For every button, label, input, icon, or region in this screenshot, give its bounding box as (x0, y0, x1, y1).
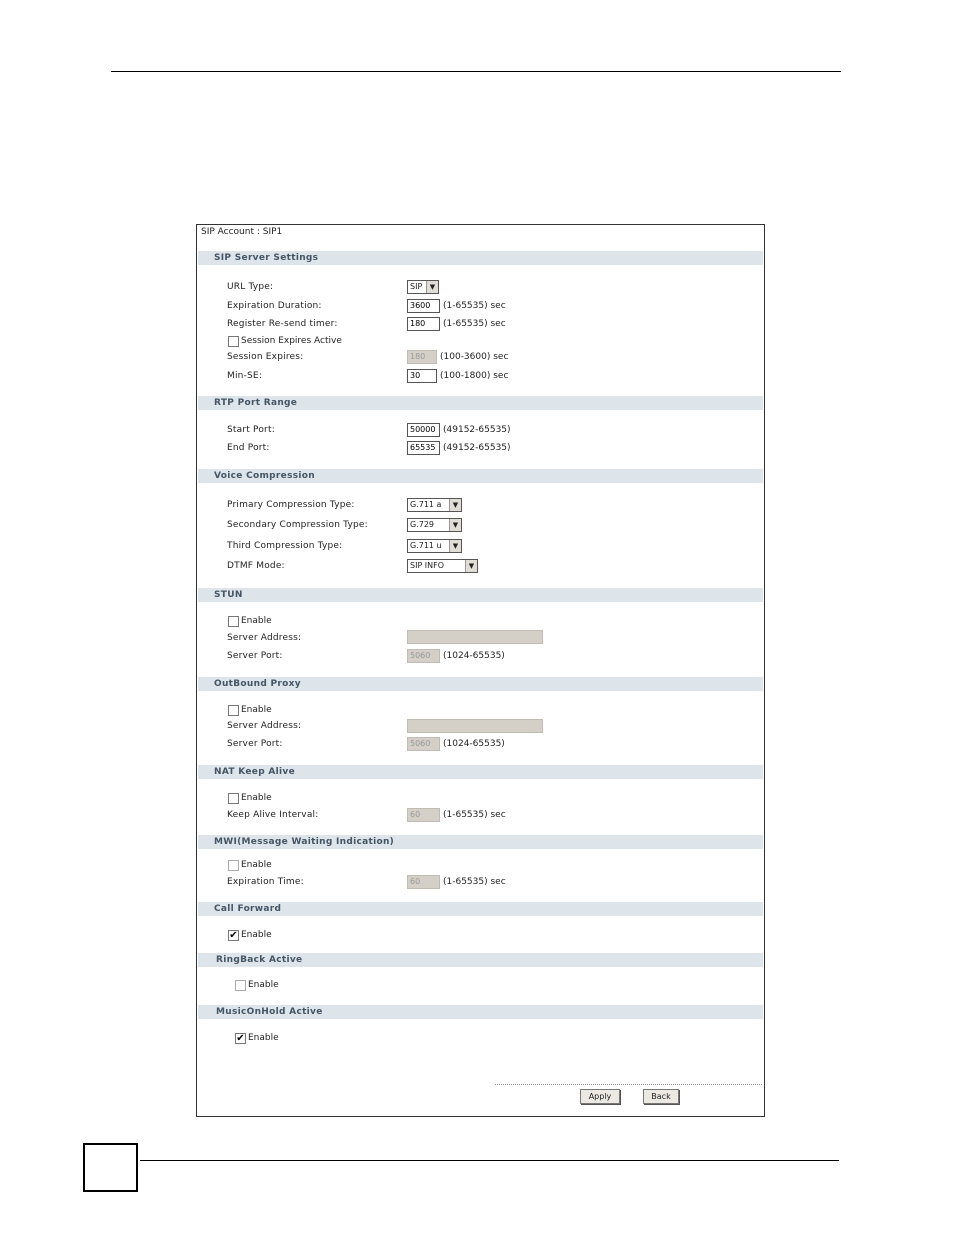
stun-server-address-label: Server Address: (227, 633, 302, 643)
session-expires-unit: (100-3600) sec (440, 352, 509, 362)
stun-server-port-unit: (1024-65535) (443, 651, 505, 661)
expiration-duration-unit: (1-65535) sec (443, 301, 506, 311)
dtmf-mode-label: DTMF Mode: (227, 561, 285, 571)
end-port-label: End Port: (227, 443, 270, 453)
outbound-server-port-unit: (1024-65535) (443, 739, 505, 749)
footer-rule (140, 1160, 839, 1161)
checkmark-icon: ✔ (229, 930, 238, 941)
url-type-label: URL Type: (227, 282, 274, 292)
end-port-unit: (49152-65535) (443, 443, 511, 453)
min-se-unit: (100-1800) sec (440, 371, 509, 381)
primary-compression-label: Primary Compression Type: (227, 500, 355, 510)
section-sip-server: SIP Server Settings (198, 251, 763, 265)
chevron-down-icon: ▼ (449, 540, 461, 552)
primary-compression-select[interactable]: G.711 a ▼ (407, 498, 462, 512)
section-call-forward: Call Forward (198, 902, 763, 916)
keep-alive-interval-label: Keep Alive Interval: (227, 810, 319, 820)
mwi-expiration-unit: (1-65535) sec (443, 877, 506, 887)
section-voice-compression: Voice Compression (198, 469, 763, 483)
section-rtp-port-range: RTP Port Range (198, 396, 763, 410)
mwi-enable-checkbox[interactable] (228, 860, 239, 871)
section-outbound-proxy: OutBound Proxy (198, 677, 763, 691)
start-port-label: Start Port: (227, 425, 275, 435)
url-type-select[interactable]: SIP ▼ (407, 280, 439, 294)
expiration-duration-label: Expiration Duration: (227, 301, 322, 311)
end-port-input[interactable]: 65535 (407, 441, 440, 455)
section-stun: STUN (198, 588, 763, 602)
min-se-input[interactable]: 30 (407, 369, 437, 383)
dtmf-mode-select[interactable]: SIP INFO ▼ (407, 559, 478, 573)
back-button[interactable]: Back (643, 1089, 679, 1104)
expiration-duration-input[interactable]: 3600 (407, 299, 440, 313)
chevron-down-icon: ▼ (449, 499, 461, 511)
resend-timer-input[interactable]: 180 (407, 317, 440, 331)
session-expires-active-label: Session Expires Active (241, 336, 342, 346)
music-on-hold-enable-checkbox[interactable] (235, 1033, 246, 1044)
header-rule (111, 71, 841, 72)
section-mwi: MWI(Message Waiting Indication) (198, 835, 763, 849)
sip-account-panel (196, 224, 765, 1117)
account-title: SIP Account : SIP1 (201, 227, 283, 237)
mwi-expiration-input[interactable]: 60 (407, 875, 440, 889)
secondary-compression-label: Secondary Compression Type: (227, 520, 368, 530)
session-expires-input[interactable]: 180 (407, 350, 437, 364)
stun-server-port-input[interactable]: 5060 (407, 649, 440, 663)
keep-alive-interval-input[interactable]: 60 (407, 808, 440, 822)
chevron-down-icon: ▼ (449, 519, 461, 531)
outbound-enable-checkbox[interactable] (228, 705, 239, 716)
stun-enable-label: Enable (241, 616, 272, 626)
section-ringback-active: RingBack Active (198, 953, 763, 967)
outbound-server-port-input[interactable]: 5060 (407, 737, 440, 751)
button-divider (495, 1084, 762, 1085)
outbound-server-port-label: Server Port: (227, 739, 283, 749)
outbound-enable-label: Enable (241, 705, 272, 715)
section-music-on-hold: MusicOnHold Active (198, 1005, 763, 1019)
chevron-down-icon: ▼ (465, 560, 477, 572)
secondary-compression-select[interactable]: G.729 ▼ (407, 518, 462, 532)
stun-server-port-label: Server Port: (227, 651, 283, 661)
section-nat-keep-alive: NAT Keep Alive (198, 765, 763, 779)
session-expires-active-checkbox[interactable] (228, 336, 239, 347)
call-forward-enable-checkbox[interactable] (228, 930, 239, 941)
mwi-enable-label: Enable (241, 860, 272, 870)
keep-alive-interval-unit: (1-65535) sec (443, 810, 506, 820)
ringback-enable-label: Enable (248, 980, 279, 990)
outbound-server-address-label: Server Address: (227, 721, 302, 731)
session-expires-label: Session Expires: (227, 352, 304, 362)
ringback-enable-checkbox[interactable] (235, 980, 246, 991)
stun-server-address-input[interactable] (407, 630, 543, 644)
start-port-input[interactable]: 50000 (407, 423, 440, 437)
chevron-down-icon: ▼ (426, 281, 438, 293)
third-compression-select[interactable]: G.711 u ▼ (407, 539, 462, 553)
checkmark-icon: ✔ (236, 1033, 245, 1044)
third-compression-label: Third Compression Type: (227, 541, 343, 551)
start-port-unit: (49152-65535) (443, 425, 511, 435)
resend-timer-unit: (1-65535) sec (443, 319, 506, 329)
music-on-hold-enable-label: Enable (248, 1033, 279, 1043)
min-se-label: Min-SE: (227, 371, 263, 381)
nat-enable-label: Enable (241, 793, 272, 803)
resend-timer-label: Register Re-send timer: (227, 319, 338, 329)
mwi-expiration-label: Expiration Time: (227, 877, 304, 887)
stun-enable-checkbox[interactable] (228, 616, 239, 627)
outbound-server-address-input[interactable] (407, 719, 543, 733)
nat-enable-checkbox[interactable] (228, 793, 239, 804)
apply-button[interactable]: Apply (580, 1089, 620, 1104)
call-forward-enable-label: Enable (241, 930, 272, 940)
page-number-box (83, 1143, 138, 1192)
